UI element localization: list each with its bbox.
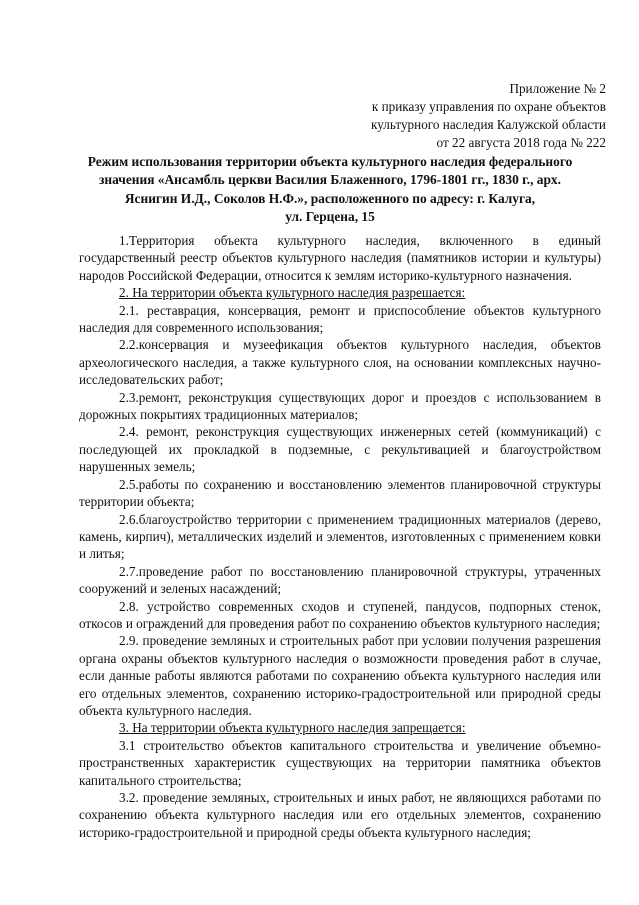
section-heading-2: 2. На территории объекта культурного наследия разрешается:	[119, 285, 466, 301]
document-title	[60, 153, 600, 227]
appendix-header	[371, 80, 606, 152]
title-line: значения «Ансамбль церкви Василия Блаженного, 1796-1801 гг., 1830 г., арх.	[99, 172, 561, 188]
paragraph-2-7: 2.7.проведение работ по восстановлению планировочной структуры, утраченных сооружений и зеленых насаждений;	[79, 563, 601, 597]
paragraph-2-6: 2.6.благоустройство территории с применением традиционных материалов (дерево, камень, кирпич), металлических изделий и элементов, изготовленных с применением ковки и литья;	[79, 511, 601, 562]
header-line: культурного наследия Калужской области	[371, 117, 606, 132]
title-line: ул. Герцена, 15	[285, 209, 375, 225]
paragraph-2-2: 2.2.консервация и музеефикация объектов культурного наследия, объектов археологического наследия, а также культурного слоя, на основании комплексных научно-исследовательских работ;	[79, 337, 601, 388]
paragraph-2-3: 2.3.ремонт, реконструкция существующих дорог и проездов с использованием в дорожных покрытиях традиционных материалов;	[79, 389, 601, 423]
paragraph-3-1: 3.1 строительство объектов капитального строительства и увеличение объемно-пространственных характеристик существующих на территории памятника объектов капитального строительства;	[79, 737, 601, 788]
title-line: Яснигин И.Д., Соколов Н.Ф.», расположенного по адресу: г. Калуга,	[124, 190, 536, 206]
paragraph-2-9: 2.9. проведение земляных и строительных работ при условии получения разрешения органа охраны объектов культурного наследия о возможности проведения работ в случае, если данные работы являются работами по сохранению объекта культурного наследия или его отдельных элементов, сохранению историко-градостроительной или природной среды объекта культурного наследия.	[79, 633, 601, 718]
header-line: к приказу управления по охране объектов	[371, 99, 606, 114]
paragraph-2-8: 2.8. устройство современных сходов и ступеней, пандусов, подпорных стенок, откосов и ограждений для проведения работ по сохранению объектов культурного наследия;	[79, 598, 601, 631]
paragraph-2-1: 2.1. реставрация, консервация, ремонт и приспособление объектов культурного наследия для современного использования;	[79, 302, 601, 336]
section-heading-3: 3. На территории объекта культурного наследия запрещается:	[119, 720, 466, 736]
title-line: Режим использования территории объекта культурного наследия федерального	[87, 154, 573, 169]
header-line: от 22 августа 2018 года № 222	[436, 135, 606, 150]
document-body	[79, 232, 601, 841]
paragraph-2-4: 2.4. ремонт, реконструкция существующих инженерных сетей (коммуникаций) с последующей их прокладкой в подземные, с рекультивацией и благоустройством нарушенных земель;	[79, 424, 601, 475]
header-line: Приложение № 2	[509, 81, 606, 96]
paragraph-3-2: 3.2. проведение земляных, строительных и иных работ, не являющихся работами по сохранению объекта культурного наследия или его отдельных элементов, сохранению историко-градостроительной и природной среды объекта культурного наследия;	[79, 790, 601, 840]
paragraph-2-5: 2.5.работы по сохранению и восстановлению элементов планировочной структуры территории объекта;	[79, 476, 601, 510]
paragraph-1: 1.Территория объекта культурного наследия, включенного в единый государственный реестр объектов культурного наследия (памятников истории и культуры) народов Российской Федерации, относится к землям историко-культурного назначения.	[79, 233, 601, 283]
